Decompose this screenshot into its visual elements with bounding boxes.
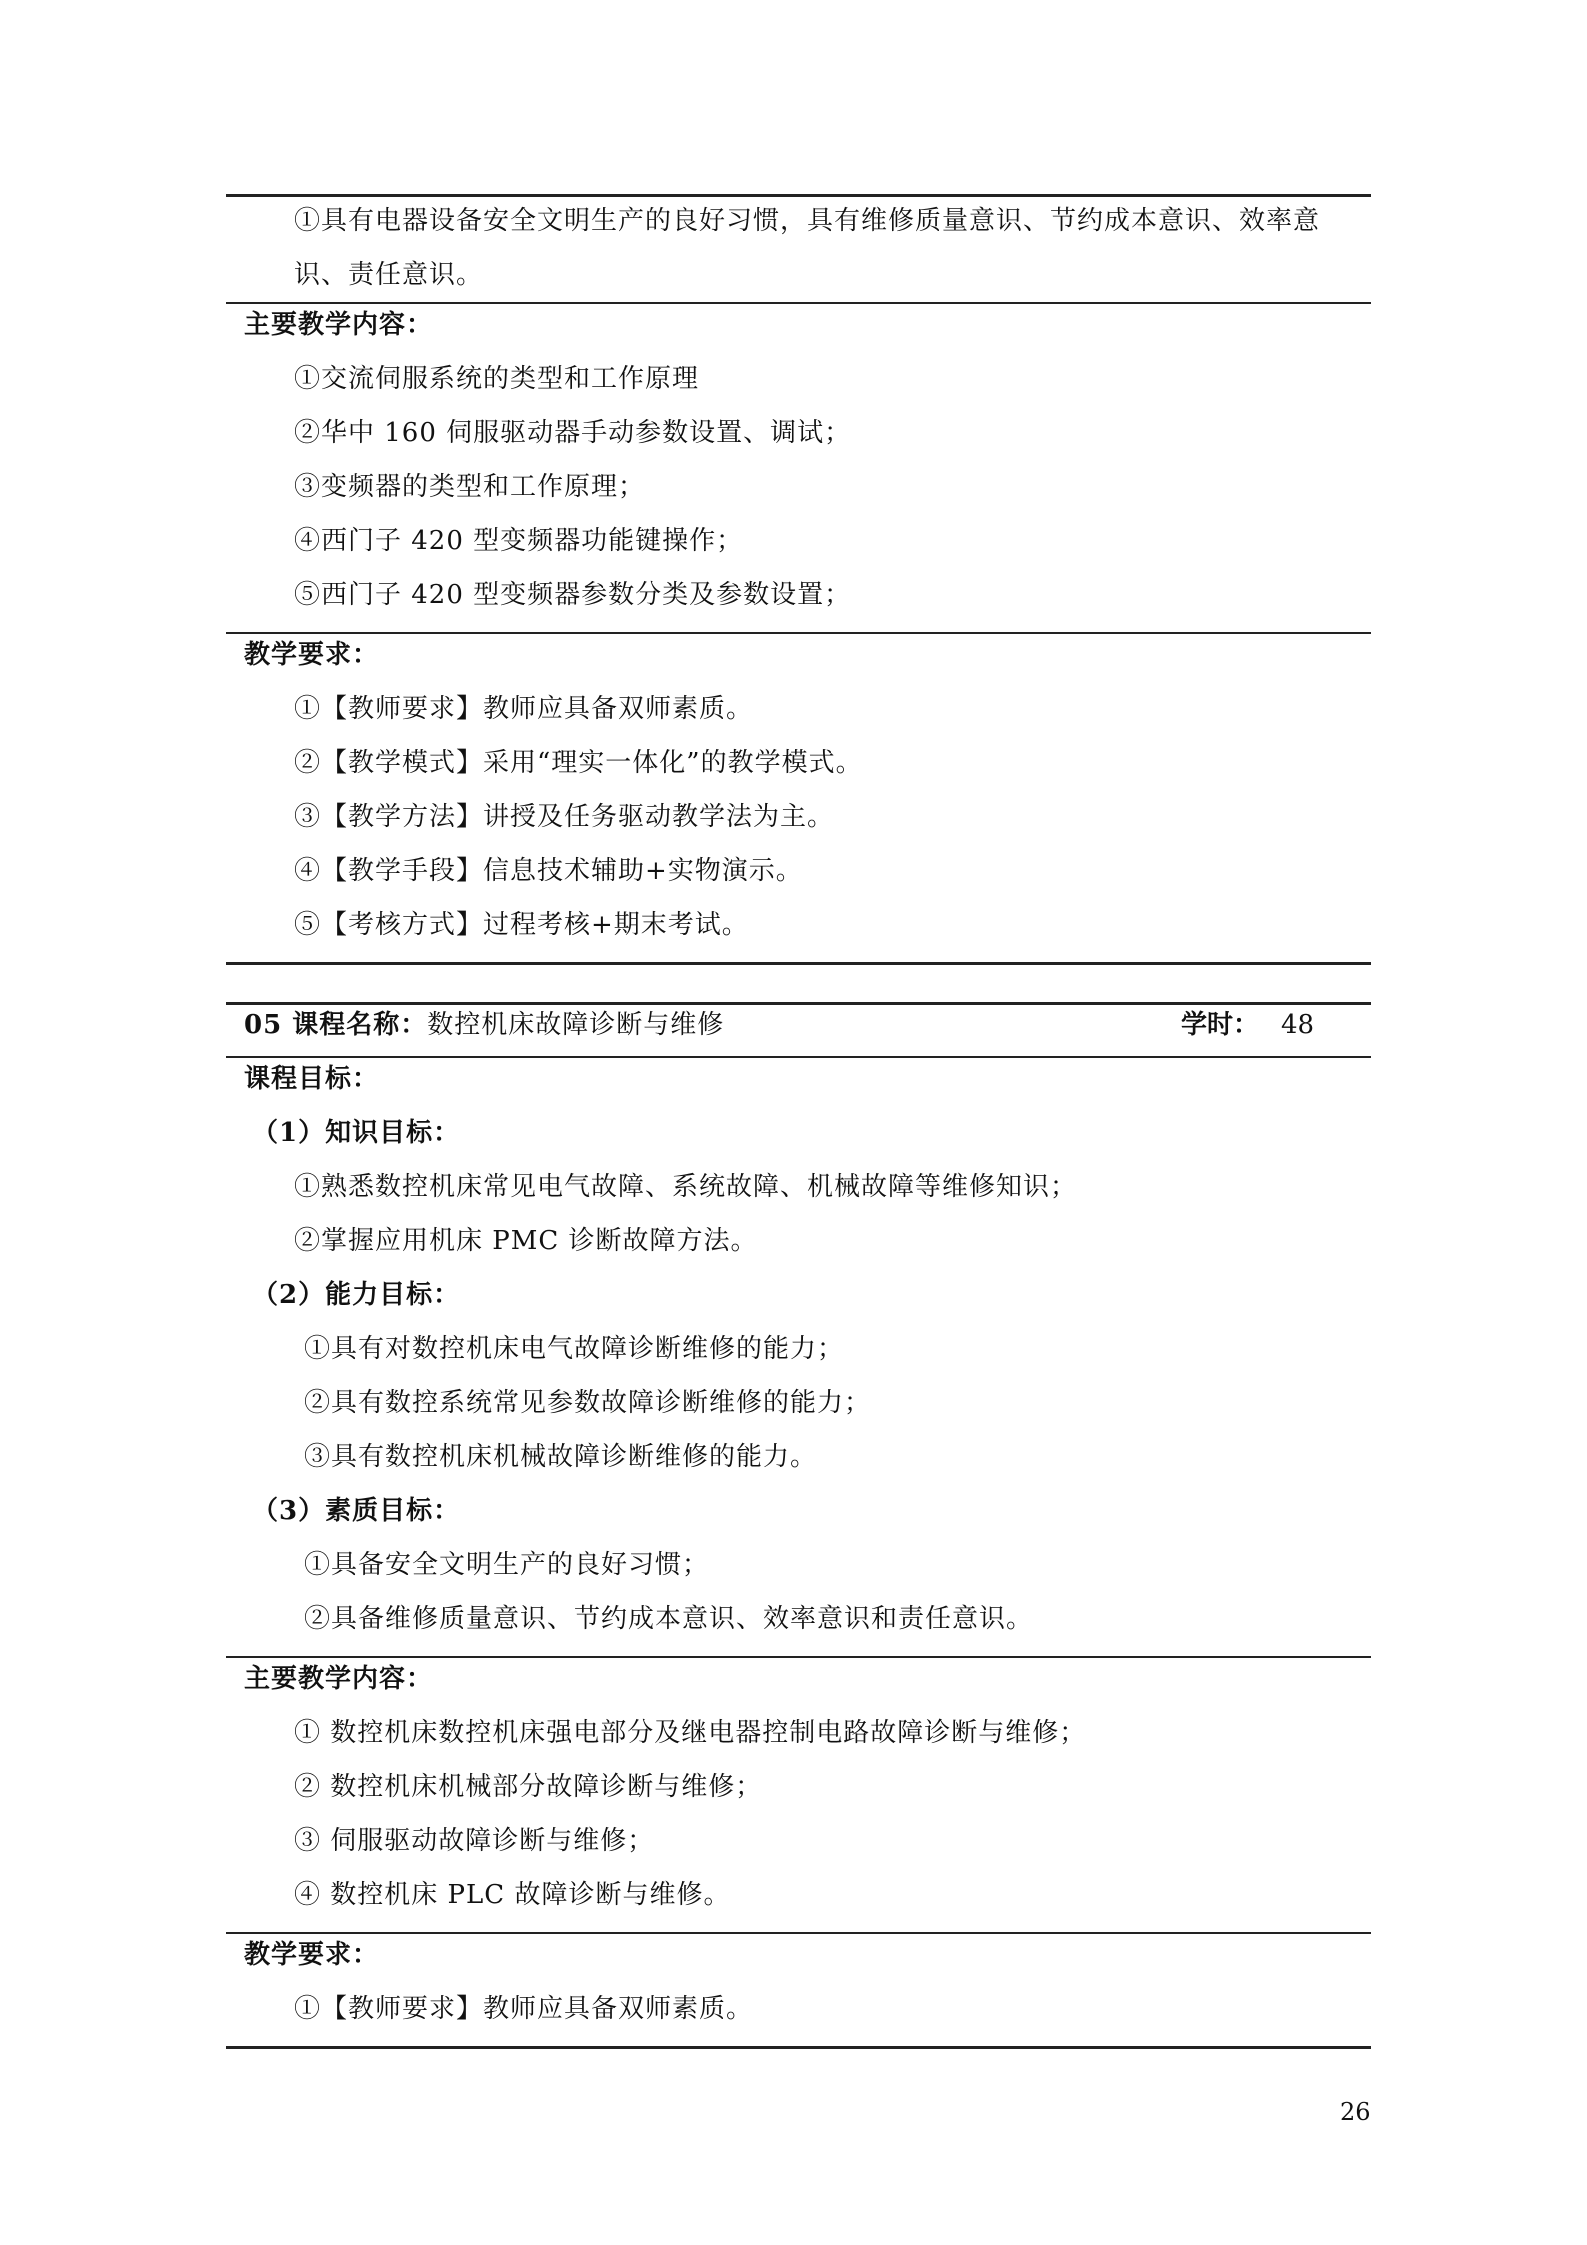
course-label: 05 课程名称： xyxy=(244,1010,428,1040)
content-item: ②华中 160 伺服驱动器手动参数设置、调试； xyxy=(294,418,852,448)
content-item: ③ 伺服驱动故障诊断与维修； xyxy=(294,1826,655,1856)
course-hours xyxy=(1181,1008,1314,1042)
table-bottom-border xyxy=(226,962,1371,965)
hours-value: 48 xyxy=(1281,1010,1315,1040)
knowledge-item: ①熟悉数控机床常见电气故障、系统故障、机械故障等维修知识； xyxy=(294,1172,1078,1202)
content-item: ③变频器的类型和工作原理； xyxy=(294,472,646,502)
content-item: ② 数控机床机械部分故障诊断与维修； xyxy=(294,1772,763,1802)
goals-heading: 课程目标： xyxy=(244,1064,380,1094)
content-item: ①交流伺服系统的类型和工作原理 xyxy=(294,364,700,394)
requirement-item: ④【教学手段】信息技术辅助+实物演示。 xyxy=(294,856,803,886)
row-divider xyxy=(226,632,1371,634)
requirement-item: ②【教学模式】采用“理实一体化”的教学模式。 xyxy=(294,748,863,778)
ability-item: ②具有数控系统常见参数故障诊断维修的能力； xyxy=(304,1388,872,1418)
quality-item: ②具备维修质量意识、节约成本意识、效率意识和责任意识。 xyxy=(304,1604,1034,1634)
course-title-row xyxy=(244,1008,724,1042)
requirement-item: ①【教师要求】教师应具备双师素质。 xyxy=(294,694,754,724)
requirements-heading: 教学要求： xyxy=(244,1940,380,1970)
ability-heading: （2）能力目标： xyxy=(252,1280,461,1310)
page-number: 26 xyxy=(1340,2098,1371,2126)
row-divider xyxy=(226,1056,1371,1058)
requirement-item: ⑤【考核方式】过程考核+期末考试。 xyxy=(294,910,749,940)
requirements-heading: 教学要求： xyxy=(244,640,380,670)
requirement-item: ③【教学方法】讲授及任务驱动教学法为主。 xyxy=(294,802,835,832)
ability-item: ③具有数控机床机械故障诊断维修的能力。 xyxy=(304,1442,818,1472)
row-divider xyxy=(226,1656,1371,1658)
knowledge-item: ②掌握应用机床 PMC 诊断故障方法。 xyxy=(294,1226,758,1256)
quality-heading: （3）素质目标： xyxy=(252,1496,461,1526)
content-item: ④西门子 420 型变频器功能键操作； xyxy=(294,526,744,556)
row-divider xyxy=(226,302,1371,304)
content-item: ⑤西门子 420 型变频器参数分类及参数设置； xyxy=(294,580,852,610)
knowledge-heading: （1）知识目标： xyxy=(252,1118,461,1148)
hours-label: 学时： xyxy=(1181,1010,1260,1040)
row-divider xyxy=(226,1932,1371,1934)
content-item: ④ 数控机床 PLC 故障诊断与维修。 xyxy=(294,1880,731,1910)
quality-item: ①具备安全文明生产的良好习惯； xyxy=(304,1550,710,1580)
requirement-item: ①【教师要求】教师应具备双师素质。 xyxy=(294,1994,754,2024)
content-heading: 主要教学内容： xyxy=(244,310,434,340)
table-top-border xyxy=(226,1002,1371,1005)
content-heading: 主要教学内容： xyxy=(244,1664,434,1694)
quality-goal-text: ①具有电器设备安全文明生产的良好习惯，具有维修质量意识、节约成本意识、效率意识、责任意识。 xyxy=(294,206,1321,290)
table-bottom-border xyxy=(226,2046,1371,2049)
ability-item: ①具有对数控机床电气故障诊断维修的能力； xyxy=(304,1334,845,1364)
content-item: ① 数控机床数控机床强电部分及继电器控制电路故障诊断与维修； xyxy=(294,1718,1087,1748)
course-name: 数控机床故障诊断与维修 xyxy=(427,1010,725,1040)
